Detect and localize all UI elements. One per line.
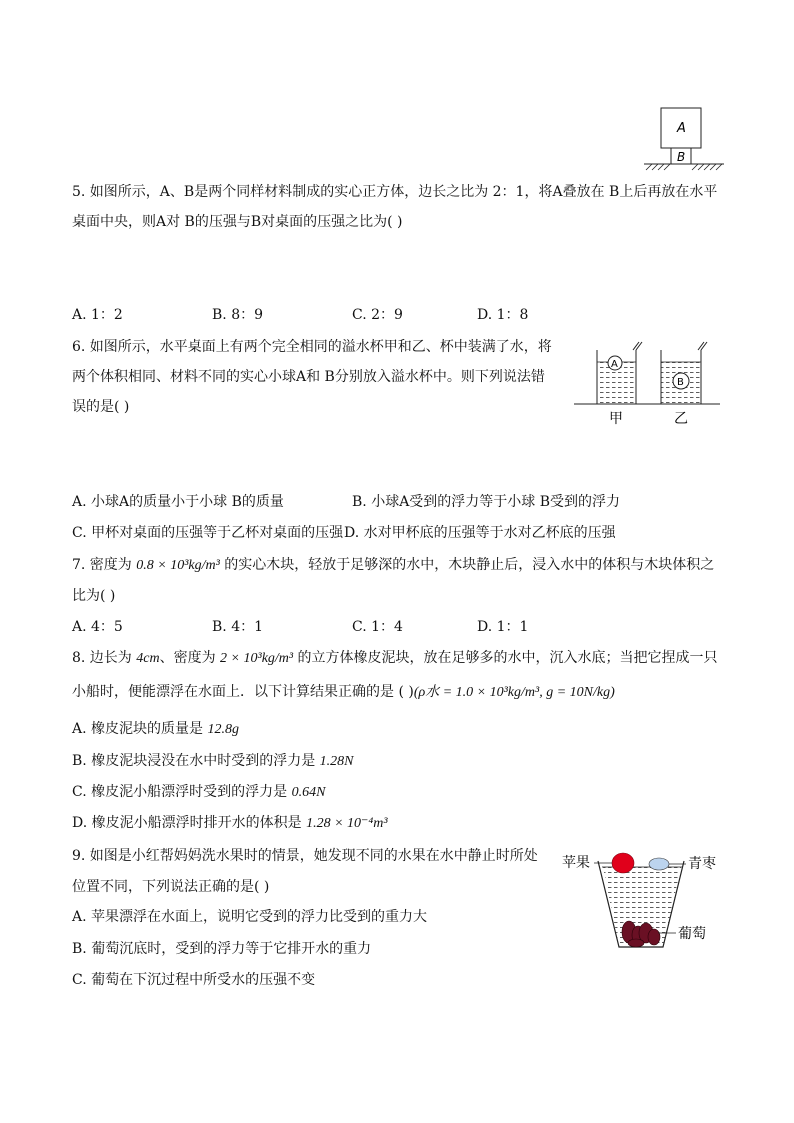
- q8-option-b: B. 橡皮泥块浸没在水中时受到的浮力是 1.28N: [72, 753, 354, 769]
- q7-density: 0.8 × 10³kg/m³: [136, 558, 220, 573]
- q9-line2: 位置不同，下列说法正确的是( ): [72, 879, 270, 895]
- q5-option-b: B. 8：9: [212, 307, 264, 323]
- jujube-label: 青枣: [688, 856, 716, 872]
- q9-line1: 9. 如图是小红帮妈妈洗水果时的情景，她发现不同的水果在水中静止时所处: [72, 848, 538, 864]
- q8-constants: (ρ水 = 1.0 × 10³kg/m³, g = 10N/kg): [413, 685, 615, 700]
- q7-line1-pre: 7. 密度为: [72, 557, 137, 573]
- q7-line2: 比为( ): [72, 588, 116, 604]
- q9-option-c: C. 葡萄在下沉过程中所受水的压强不变: [72, 972, 316, 988]
- q8-option-a: A. 橡皮泥块的质量是 12.8g: [72, 721, 239, 737]
- q9-option-b: B. 葡萄沉底时，受到的浮力等于它排开水的重力: [72, 941, 372, 957]
- label-b: B: [677, 150, 686, 164]
- grape-label: 葡萄: [678, 926, 706, 942]
- q8-line2-pre: 小船时，便能漂浮在水面上．以下计算结果正确的是 ( ): [72, 684, 414, 700]
- q6-option-c: C. 甲杯对桌面的压强等于乙杯对桌面的压强: [72, 525, 344, 541]
- q8-option-c: C. 橡皮泥小船漂浮时受到的浮力是 0.64N: [72, 784, 326, 800]
- q9-option-a: A. 苹果漂浮在水面上，说明它受到的浮力比受到的重力大: [72, 909, 428, 925]
- q7-option-d: D. 1：1: [477, 619, 529, 635]
- q8-line2: [72, 682, 615, 703]
- q6-line1: 6. 如图所示，水平桌面上有两个完全相同的溢水杯甲和乙、杯中装满了水，将: [72, 339, 552, 355]
- q5-option-a: A. 1：2: [72, 307, 123, 323]
- apple-label: 苹果: [562, 855, 590, 871]
- q9-figure-svg: [560, 845, 730, 955]
- q7-line1-post: 的实心木块，轻放于足够深的水中，木块静止后，浸入水中的体积与木块体积之: [219, 557, 715, 573]
- cup-yi-label: 乙: [674, 411, 688, 427]
- q8-option-d: D. 橡皮泥小船漂浮时排开水的体积是 1.28 × 10⁻⁴m³: [72, 815, 388, 831]
- q8-line1-post: 的立方体橡皮泥块，放在足够多的水中，沉入水底；当把它捏成一只: [293, 650, 718, 666]
- q8-line1: [72, 648, 718, 669]
- q6-option-d: D. 水对甲杯底的压强等于水对乙杯底的压强: [344, 525, 616, 541]
- q6-option-b: B. 小球A受到的浮力等于小球 B受到的浮力: [352, 494, 621, 510]
- q8-line1-pre: 8. 边长为: [72, 650, 137, 666]
- q6-option-a: A. 小球A的质量小于小球 B的质量: [72, 494, 284, 510]
- q5-option-d: D. 1：8: [477, 307, 529, 323]
- q8-line1-mid: 、密度为: [159, 650, 221, 666]
- q7-option-b: B. 4：1: [212, 619, 264, 635]
- q5-option-c: C. 2：9: [352, 307, 403, 323]
- q5-line1: 5. 如图所示，A、B是两个同样材料制成的实心正方体，边长之比为 2：1，将A叠放在 B上后再放在水平: [72, 184, 718, 200]
- label-a: A: [677, 121, 686, 136]
- q6-line3: 误的是( ): [72, 399, 130, 415]
- q7-line1: [72, 555, 714, 576]
- q8-side: 4cm: [136, 651, 160, 666]
- q9-figure: [560, 845, 730, 955]
- apple-shape: [612, 853, 634, 873]
- q6-figure-svg: [570, 335, 730, 430]
- q6-figure: [570, 335, 730, 430]
- ball-b-label: B: [677, 377, 684, 388]
- q5-figure: [640, 104, 730, 174]
- desk-hatch: [646, 164, 722, 170]
- jujube-shape: [649, 858, 669, 870]
- q7-option-a: A. 4：5: [72, 619, 123, 635]
- q5-line2: 桌面中央，则A对 B的压强与B对桌面的压强之比为( ): [72, 214, 403, 230]
- q5-figure-svg: [640, 104, 730, 174]
- cup-jia-label: 甲: [609, 411, 623, 427]
- ball-a-label: A: [611, 359, 618, 370]
- q8-density: 2 × 10³kg/m³: [220, 651, 294, 666]
- q6-line2: 两个体积相同、材料不同的实心小球A和 B分别放入溢水杯中。则下列说法错: [72, 369, 545, 385]
- q7-option-c: C. 1：4: [352, 619, 403, 635]
